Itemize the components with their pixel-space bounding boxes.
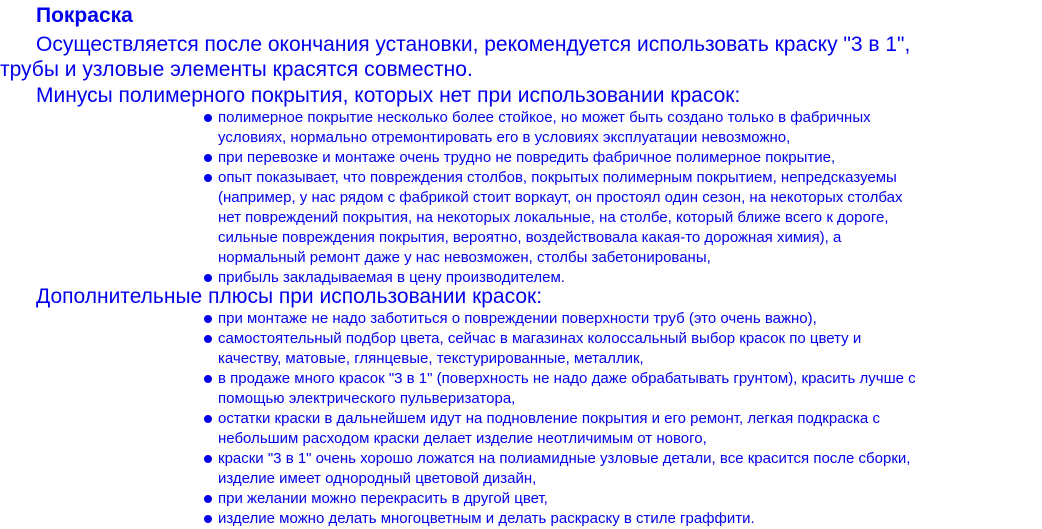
pros-item-1 — [0, 309, 916, 329]
pros-item-text: качеству, матовые, глянцевые, текстурированные, металлик, — [218, 350, 644, 367]
pros-item-text: краски "3 в 1" очень хорошо ложатся на полиамидные узловые детали, все красится после сборки, — [218, 450, 911, 467]
cons-list — [0, 108, 903, 288]
bullet-icon — [204, 274, 212, 282]
pros-item-2-line-1 — [0, 329, 916, 349]
cons-item-text: нет повреждений покрытия, на некоторых локальные, на столбе, который ближе всего к дороге, — [218, 209, 889, 226]
bullet-icon — [204, 495, 212, 503]
bullet-icon — [204, 154, 212, 162]
bullet-icon — [204, 315, 212, 323]
bullet-icon — [204, 455, 212, 463]
intro-line-2: трубы и узловые элементы красятся совместно. — [0, 58, 473, 81]
cons-item-text: прибыль закладываемая в цену производителем. — [218, 269, 565, 286]
cons-item-3-line-4 — [0, 228, 903, 248]
cons-item-text: нормальный ремонт даже у нас невозможен, столбы забетонированы, — [218, 249, 711, 266]
cons-item-3-line-5 — [0, 248, 903, 268]
pros-item-text: помощью электрического пульверизатора, — [218, 390, 516, 407]
cons-item-3-line-2 — [0, 188, 903, 208]
bullet-icon — [204, 174, 212, 182]
pros-item-text: при монтаже не надо заботиться о повреждении поверхности труб (это очень важно), — [218, 310, 817, 327]
section-title: Покраска — [36, 4, 133, 27]
pros-list — [0, 309, 916, 529]
cons-item-text: условиях, нормально отремонтировать его в условиях эксплуатации невозможно, — [218, 129, 791, 146]
cons-item-text: сильные повреждения покрытия, вероятно, воздействовала какая-то дорожная химия), а — [218, 229, 842, 246]
pros-heading: Дополнительные плюсы при использовании красок: — [36, 285, 543, 308]
pros-item-text: изделие имеет однородный цветовой дизайн, — [218, 470, 537, 487]
bullet-icon — [204, 415, 212, 423]
pros-item-3-line-1 — [0, 369, 916, 389]
cons-item-text: при перевозке и монтаже очень трудно не повредить фабричное полимерное покрытие, — [218, 149, 836, 166]
bullet-icon — [204, 375, 212, 383]
bullet-icon — [204, 335, 212, 343]
pros-item-text: при желании можно перекрасить в другой цвет, — [218, 490, 548, 507]
pros-item-6 — [0, 489, 916, 509]
pros-item-5-line-2 — [0, 469, 916, 489]
cons-heading: Минусы полимерного покрытия, которых нет при использовании красок: — [36, 84, 741, 107]
pros-item-text: небольшим расходом краски делает изделие неотличимым от нового, — [218, 430, 707, 447]
pros-item-text: остатки краски в дальнейшем идут на подновление покрытия и его ремонт, легкая подкраска с — [218, 410, 880, 427]
cons-item-1-line-1 — [0, 108, 903, 128]
pros-item-text: изделие можно делать многоцветным и делать раскраску в стиле граффити. — [218, 510, 755, 527]
pros-item-5-line-1 — [0, 449, 916, 469]
cons-item-2 — [0, 148, 903, 168]
cons-item-3-line-3 — [0, 208, 903, 228]
intro-paragraph — [0, 32, 1042, 82]
pros-item-text: самостоятельный подбор цвета, сейчас в магазинах колоссальный выбор красок по цвету и — [218, 330, 862, 347]
bullet-icon — [204, 515, 212, 523]
pros-item-7 — [0, 509, 916, 529]
cons-item-text: полимерное покрытие несколько более стойкое, но может быть создано только в фабричных — [218, 109, 871, 126]
pros-item-2-line-2 — [0, 349, 916, 369]
cons-item-text: (например, у нас рядом с фабрикой стоит воркаут, он простоял один сезон, на некоторых столбах — [218, 189, 903, 206]
cons-item-text: опыт показывает, что повреждения столбов, покрытых полимерным покрытием, непредсказуемы — [218, 169, 897, 186]
pros-item-text: в продаже много красок "3 в 1" (поверхность не надо даже обрабатывать грунтом), красить лучше с — [218, 370, 916, 387]
bullet-icon — [204, 114, 212, 122]
intro-line-1: Осуществляется после окончания установки, рекомендуется использовать краску "3 в 1", — [36, 33, 911, 56]
cons-item-3-line-1 — [0, 168, 903, 188]
pros-item-4-line-1 — [0, 409, 916, 429]
pros-item-4-line-2 — [0, 429, 916, 449]
pros-item-3-line-2 — [0, 389, 916, 409]
cons-item-1-line-2 — [0, 128, 903, 148]
